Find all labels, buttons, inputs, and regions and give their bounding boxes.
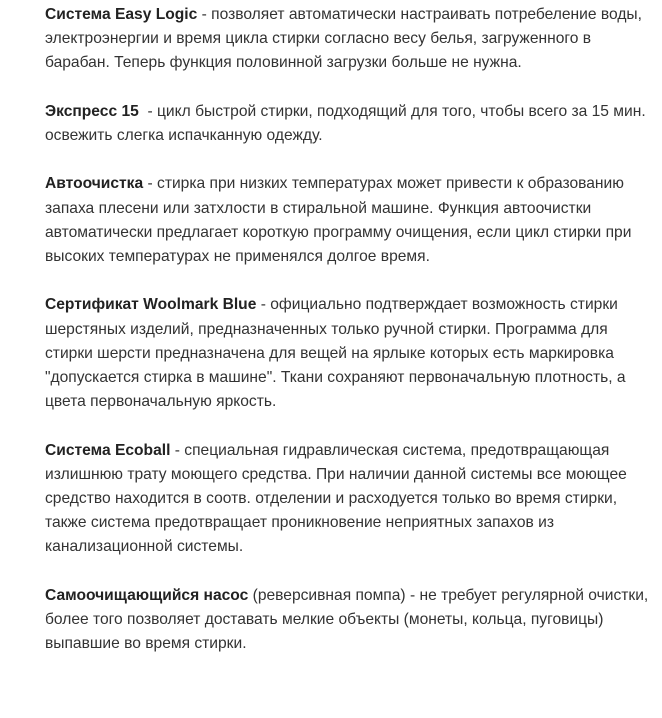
feature-title: Самоочищающийся насос: [45, 586, 249, 604]
feature-auto-clean: [45, 172, 657, 269]
feature-self-cleaning-pump: [45, 584, 657, 657]
feature-title: Автоочистка: [45, 175, 144, 193]
feature-title: Экспресс 15: [45, 102, 139, 120]
feature-easy-logic: [45, 3, 657, 76]
feature-ecoball: [45, 439, 657, 560]
feature-description: - официально подтверждает возможность стирки шерстяных изделий, предназначенных только ручной стирки. Программа для стирки шерсти предназначена для вещей на ярлыке которых есть маркировка "допускается стирка в машине". Ткани сохраняют первоначальную плотность, а цвета первоначальную яркость.: [45, 296, 626, 411]
feature-title: Система Easy Logic: [45, 6, 198, 23]
feature-description: - специальная гидравлическая система, предотвращающая излишнюю трату моющего средства. При наличии данной системы все моющее средство находится в соотв. отделении и расходуется только во время стирки, также система предотвращает проникновение неприятных запахов из канализационной системы.: [45, 441, 627, 556]
features-list: [45, 3, 657, 656]
feature-title: Система Ecoball: [45, 441, 171, 459]
feature-description: (реверсивная помпа) - не требует регулярной очистки, более того позволяет доставать мелкие объекты (монеты, кольца, пуговицы) выпавшие во время стирки.: [45, 586, 649, 653]
feature-title: Сертификат Woolmark Blue: [45, 296, 257, 314]
feature-description: - стирка при низких температурах может привести к образованию запаха плесени или затхлости в стиральной машине. Функция автоочистки автоматически предлагает короткую программу очищения, если цикл стирки при высоких температурах не применялся долгое время.: [45, 175, 632, 265]
feature-express-15: [45, 100, 657, 148]
feature-description: - цикл быстрой стирки, подходящий для того, чтобы всего за 15 мин. освежить слегка испачканную одежду.: [45, 102, 651, 144]
feature-description: - позволяет автоматически настраивать потребеление воды, электроэнергии и время цикла стирки согласно весу белья, загруженного в барабан. Теперь функция половинной загрузки больше не нужна.: [45, 6, 647, 72]
feature-woolmark-blue: [45, 293, 657, 414]
